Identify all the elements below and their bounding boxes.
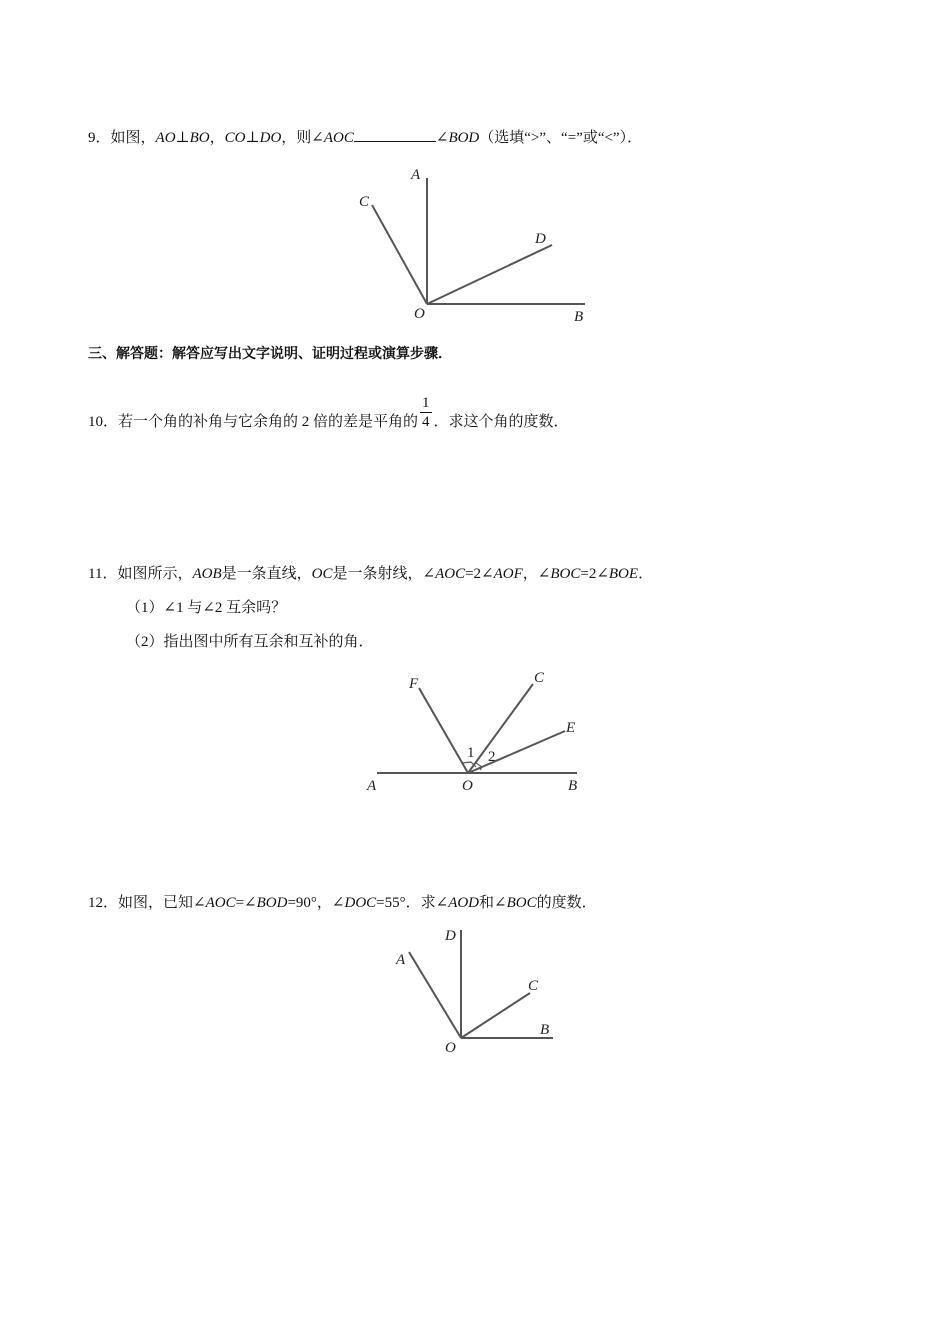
label-B: B bbox=[568, 778, 578, 794]
label-B: B bbox=[574, 309, 584, 325]
label-C: C bbox=[534, 670, 545, 686]
label-C: C bbox=[359, 194, 370, 210]
fraction: $\frac{1}{4}$ bbox=[422, 395, 430, 430]
question-9-text: 9．如图，AO⊥BO，CO⊥DO，则∠AOC ∠BOD（选填“>”、“=”或“<”）． bbox=[88, 127, 642, 148]
question-11-sub1: （1）∠1 与∠2 互余吗？ bbox=[126, 600, 287, 616]
ray-OA bbox=[409, 952, 461, 1038]
section-heading: 三、解答题：解答应写出文字说明、证明过程或演算步骤． bbox=[88, 346, 452, 362]
question-10-text: 10．若一个角的补角与它余角的 2 倍的差是平角的 $\frac{1}{4}$ ．求这个角的度数． bbox=[88, 395, 569, 430]
label-A: A bbox=[411, 167, 421, 183]
label-D: D bbox=[445, 928, 456, 944]
label-2: 2 bbox=[488, 749, 496, 765]
label-O: O bbox=[462, 778, 473, 794]
label-F: F bbox=[409, 676, 419, 692]
label-O: O bbox=[414, 306, 425, 322]
label-B: B bbox=[540, 1022, 550, 1038]
label-1: 1 bbox=[467, 745, 475, 761]
ray-OC bbox=[461, 993, 530, 1038]
label-A: A bbox=[396, 952, 406, 968]
question-11-sub2: （2）指出图中所有互余和互补的角． bbox=[126, 634, 374, 650]
label-A: A bbox=[367, 778, 377, 794]
label-O: O bbox=[445, 1040, 456, 1056]
label-C: C bbox=[528, 978, 539, 994]
question-12-text: 12．如图，已知∠AOC=∠BOD=90°，∠DOC=55°．求∠AOD和∠BOC的度数． bbox=[88, 895, 597, 911]
question-11-text: 11．如图所示，AOB是一条直线，OC是一条射线，∠AOC=2∠AOF，∠BOC=2∠BOE． bbox=[88, 566, 654, 582]
label-D: D bbox=[535, 231, 546, 247]
label-E: E bbox=[566, 720, 576, 736]
